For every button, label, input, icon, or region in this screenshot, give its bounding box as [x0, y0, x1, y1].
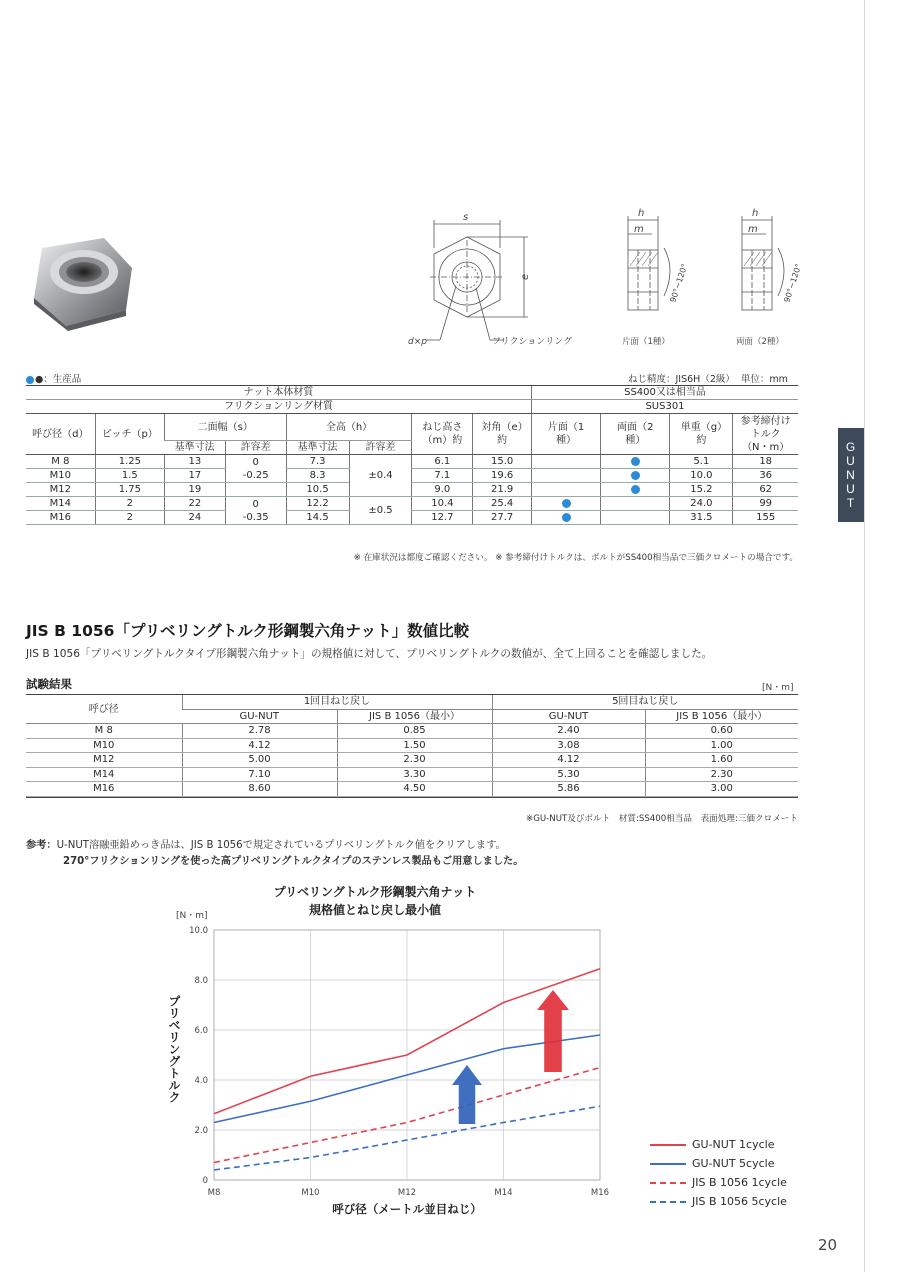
chart-increase-arrow-icon — [537, 990, 569, 1072]
col-double-sided: 両面（2種） — [601, 414, 670, 455]
legend-swatch — [650, 1144, 686, 1146]
chart-ytick-label: 4.0 — [194, 1076, 208, 1086]
col-s-base: 基準寸法 — [164, 441, 225, 455]
chart-ytick-label: 8.0 — [194, 976, 208, 986]
cell-thread-height: 7.1 — [412, 469, 473, 483]
cell-pitch: 1.25 — [95, 455, 164, 469]
cell-jis-1: 4.50 — [337, 782, 492, 797]
cell-double-sided — [601, 455, 670, 469]
chart-ytick-label: 6.0 — [194, 1026, 208, 1036]
compare-table-body — [26, 724, 798, 797]
cell-pitch: 1.75 — [95, 483, 164, 497]
cell-torque: 18 — [733, 455, 798, 469]
production-legend: ●：生産品 — [26, 371, 81, 385]
chart-increase-arrow-icon — [452, 1065, 482, 1124]
chart-subtitle: 規格値とねじ戻し最小値 — [308, 903, 442, 917]
cell-size: M10 — [26, 738, 182, 753]
cell-single-sided — [532, 497, 601, 511]
col-single-sided: 片面（1種） — [532, 414, 601, 455]
tolerance-upper: 0 — [252, 498, 259, 510]
chart-unit-label: [N・m] — [176, 911, 208, 921]
spec-row — [26, 511, 798, 525]
cell-jis-1: 2.30 — [337, 753, 492, 768]
label-m-double: m — [748, 224, 758, 235]
cell-gu-5: 5.86 — [492, 782, 645, 797]
cell-across-corners: 21.9 — [473, 483, 532, 497]
label-e: e — [520, 273, 531, 280]
cell-diameter: M16 — [26, 511, 95, 525]
angle-single: 90°~120° — [668, 262, 690, 304]
cell-diameter: M14 — [26, 497, 95, 511]
cell-h-base: 14.5 — [286, 511, 349, 525]
chart-xtick-label: M12 — [397, 1188, 417, 1198]
cell-s-base: 13 — [164, 455, 225, 469]
results-label: 試験結果 — [26, 677, 72, 691]
cell-gu-1: 7.10 — [182, 767, 337, 782]
cell-jis-5: 1.00 — [645, 738, 798, 753]
caption-single: 片面（1種） — [622, 337, 670, 347]
section-lead: JIS B 1056「プリベリングトルクタイプ形鋼製六角ナット」の規格値に対して、プリベリングトルクの数値が、全て上回ることを確認しました。 — [26, 648, 713, 660]
cell-weight: 15.2 — [670, 483, 733, 497]
results-unit: [N・m] — [762, 683, 794, 693]
legend-swatch — [650, 1182, 686, 1184]
cell-pitch: 2 — [95, 497, 164, 511]
col-size: 呼び径 — [26, 695, 182, 724]
cell-gu-1: 8.60 — [182, 782, 337, 797]
side-tab-letter: U — [846, 481, 856, 496]
chart-xtick-label: M8 — [207, 1188, 221, 1198]
cell-thread-height: 10.4 — [412, 497, 473, 511]
cell-gu-5: 3.08 — [492, 738, 645, 753]
cell-torque: 99 — [733, 497, 798, 511]
cell-across-corners: 25.4 — [473, 497, 532, 511]
cell-diameter: M12 — [26, 483, 95, 497]
production-dot-icon — [631, 471, 640, 480]
cell-gu-1: 5.00 — [182, 753, 337, 768]
chart-ytick-label: 10.0 — [189, 926, 208, 936]
cell-h-base: 12.2 — [286, 497, 349, 511]
chart-ytick-label: 2.0 — [194, 1126, 208, 1136]
legend-label: JIS B 1056 5cycle — [692, 1195, 787, 1208]
cell-gu-5: 2.40 — [492, 724, 645, 739]
col-s-tol: 許容差 — [225, 441, 286, 455]
cell-gu-1: 2.78 — [182, 724, 337, 739]
cell-pitch: 1.5 — [95, 469, 164, 483]
ring-value: SUS301 — [532, 400, 799, 414]
cell-s-base: 22 — [164, 497, 225, 511]
spec-table — [26, 386, 798, 525]
label-dxp: d×p — [408, 337, 427, 347]
legend-item — [650, 1192, 787, 1211]
material-value: SS400又は相当品 — [532, 386, 799, 400]
cell-across-corners: 19.6 — [473, 469, 532, 483]
cell-h-base: 10.5 — [286, 483, 349, 497]
spec-table-wrap — [26, 385, 798, 525]
cell-torque: 36 — [733, 469, 798, 483]
chart-title: プリベリングトルク形鋼製六角ナット — [273, 885, 477, 899]
caption-double: 両面（2種） — [736, 337, 784, 347]
col-torque: 参考締付けトルク（N・m） — [733, 414, 798, 455]
chart-xtick-label: M10 — [301, 1188, 320, 1198]
spec-table-body — [26, 455, 798, 525]
cell-gu-5: 5.30 — [492, 767, 645, 782]
reference-note — [26, 836, 506, 851]
cell-diameter: M 8 — [26, 455, 95, 469]
cell-jis-5: 1.60 — [645, 753, 798, 768]
chart-x-axis-label: 呼び径（メートル並目ねじ） — [332, 1202, 482, 1216]
group-fifth-loosening: 5回目ねじ戻し — [492, 695, 798, 709]
col-across-corners: 対角（e）約 — [473, 414, 532, 455]
label-h-single: h — [638, 208, 645, 219]
chart-ytick-label: 0 — [202, 1176, 208, 1186]
chart-xtick-label: M14 — [494, 1188, 513, 1198]
col-thread-height: ねじ高さ（m）約 — [412, 414, 473, 455]
cell-thread-height: 6.1 — [412, 455, 473, 469]
reference-line2: 270°フリクションリングを使った高プリベリングトルクタイプのステンレス製品もご用意しました。 — [63, 856, 524, 867]
production-dot-icon — [26, 376, 34, 384]
legend-item — [650, 1135, 787, 1154]
legend-label: GU-NUT 5cycle — [692, 1157, 775, 1170]
compare-footnote: ※GU-NUT及びボルト 材質:SS400相当品 表面処理:三価クロメート — [526, 814, 798, 824]
cell-h-tolerance: ±0.5 — [349, 497, 412, 525]
col-h-tol: 許容差 — [349, 441, 412, 455]
cell-diameter: M10 — [26, 469, 95, 483]
cell-s-tolerance — [225, 483, 286, 497]
col-height: 全高（h） — [286, 414, 412, 441]
tolerance-upper: 0 — [252, 456, 259, 468]
cell-gu-1: 4.12 — [182, 738, 337, 753]
cell-jis-1: 3.30 — [337, 767, 492, 782]
material-label: ナット本体材質 — [26, 386, 532, 400]
cell-h-base: 7.3 — [286, 455, 349, 469]
cell-single-sided — [532, 469, 601, 483]
compare-row — [26, 782, 798, 797]
col-h-base: 基準寸法 — [286, 441, 349, 455]
col-pitch: ピッチ（p） — [95, 414, 164, 455]
section-side-tab — [838, 428, 864, 522]
compare-row — [26, 724, 798, 739]
cell-across-corners: 15.0 — [473, 455, 532, 469]
cell-double-sided — [601, 483, 670, 497]
side-tab-letter: T — [846, 495, 856, 510]
col-nominal-diameter: 呼び径（d） — [26, 414, 95, 455]
cell-jis-5: 3.00 — [645, 782, 798, 797]
production-dot-icon — [562, 513, 571, 522]
label-h-double: h — [752, 208, 759, 219]
label-friction-ring: フリクションリング — [492, 337, 573, 347]
compare-row — [26, 738, 798, 753]
page-edge-rule — [864, 0, 865, 1272]
col-weight: 単重（g）約 — [670, 414, 733, 455]
col-jis-1: JIS B 1056（最小） — [337, 709, 492, 724]
cell-single-sided — [532, 511, 601, 525]
cell-jis-1: 1.50 — [337, 738, 492, 753]
spec-row — [26, 497, 798, 511]
production-dot-icon — [631, 485, 640, 494]
legend-item — [650, 1154, 787, 1173]
nut-dimension-drawing — [400, 208, 830, 362]
cell-size: M16 — [26, 782, 182, 797]
spec-footnote: ※ 在庫状況は都度ご確認ください。 ※ 参考締付けトルクは、ボルトがSS400相当品で三価クロメートの場合です。 — [353, 553, 798, 563]
cell-single-sided — [532, 455, 601, 469]
cell-single-sided — [532, 483, 601, 497]
cell-pitch: 2 — [95, 511, 164, 525]
cell-double-sided — [601, 469, 670, 483]
side-tab-letter: U — [846, 453, 856, 468]
col-gu-5: GU-NUT — [492, 709, 645, 724]
cell-torque: 155 — [733, 511, 798, 525]
product-photo — [22, 232, 137, 336]
group-first-loosening: 1回目ねじ戻し — [182, 695, 492, 709]
section-title: JIS B 1056「プリベリングトルク形鋼製六角ナット」数値比較 — [26, 622, 470, 640]
cell-s-base: 17 — [164, 469, 225, 483]
reference-label: 参考： — [26, 840, 57, 851]
unit-label: 単位：mm — [740, 374, 788, 385]
angle-double: 90°~120° — [782, 262, 804, 304]
compare-table — [26, 695, 798, 797]
legend-swatch — [650, 1201, 686, 1203]
thread-accuracy: ねじ精度：JIS6H（2級） 単位：mm — [628, 374, 788, 385]
legend-item — [650, 1173, 787, 1192]
cell-h-base: 8.3 — [286, 469, 349, 483]
cell-jis-1: 0.85 — [337, 724, 492, 739]
cell-s-base: 19 — [164, 483, 225, 497]
cell-s-tolerance — [225, 455, 286, 483]
cell-double-sided — [601, 511, 670, 525]
side-tab-letter: G — [845, 439, 857, 454]
chart-legend — [650, 1135, 787, 1211]
spec-row — [26, 469, 798, 483]
spec-row — [26, 483, 798, 497]
cell-weight: 24.0 — [670, 497, 733, 511]
cell-s-base: 24 — [164, 511, 225, 525]
cell-size: M 8 — [26, 724, 182, 739]
chart-y-axis-label: プリベリングトルク — [167, 995, 181, 1103]
cell-thread-height: 9.0 — [412, 483, 473, 497]
cell-size: M12 — [26, 753, 182, 768]
legend-label: GU-NUT 1cycle — [692, 1138, 775, 1151]
cell-weight: 10.0 — [670, 469, 733, 483]
cell-double-sided — [601, 497, 670, 511]
cell-torque: 62 — [733, 483, 798, 497]
label-m-single: m — [634, 224, 644, 235]
compare-table-wrap — [26, 694, 798, 798]
cell-size: M14 — [26, 767, 182, 782]
cell-across-corners: 27.7 — [473, 511, 532, 525]
cell-thread-height: 12.7 — [412, 511, 473, 525]
tolerance-lower: -0.25 — [242, 469, 269, 481]
label-s: s — [463, 212, 469, 223]
production-dot-icon — [631, 457, 640, 466]
cell-gu-5: 4.12 — [492, 753, 645, 768]
reference-line1: U-NUT溶融亜鉛めっき品は、JIS B 1056で規定されているプリベリングトルク値をクリアします。 — [56, 840, 506, 851]
col-width-across-flats: 二面幅（s） — [164, 414, 286, 441]
ring-label: フリクションリング材質 — [26, 400, 532, 414]
compare-row — [26, 767, 798, 782]
legend-swatch — [650, 1163, 686, 1165]
section-title-wrap — [26, 619, 469, 641]
cell-h-tolerance: ±0.4 — [349, 455, 412, 497]
cell-weight: 5.1 — [670, 455, 733, 469]
cell-weight: 31.5 — [670, 511, 733, 525]
tolerance-lower: -0.35 — [242, 511, 269, 523]
cell-jis-5: 2.30 — [645, 767, 798, 782]
col-jis-5: JIS B 1056（最小） — [645, 709, 798, 724]
cell-s-tolerance — [225, 497, 286, 525]
chart-xtick-label: M16 — [590, 1188, 610, 1198]
page-number: 20 — [818, 1236, 838, 1254]
cell-jis-5: 0.60 — [645, 724, 798, 739]
col-gu-1: GU-NUT — [182, 709, 337, 724]
side-tab-letter: N — [846, 467, 856, 482]
legend-label: JIS B 1056 1cycle — [692, 1176, 787, 1189]
production-dot-icon — [562, 499, 571, 508]
spec-row — [26, 455, 798, 469]
compare-row — [26, 753, 798, 768]
